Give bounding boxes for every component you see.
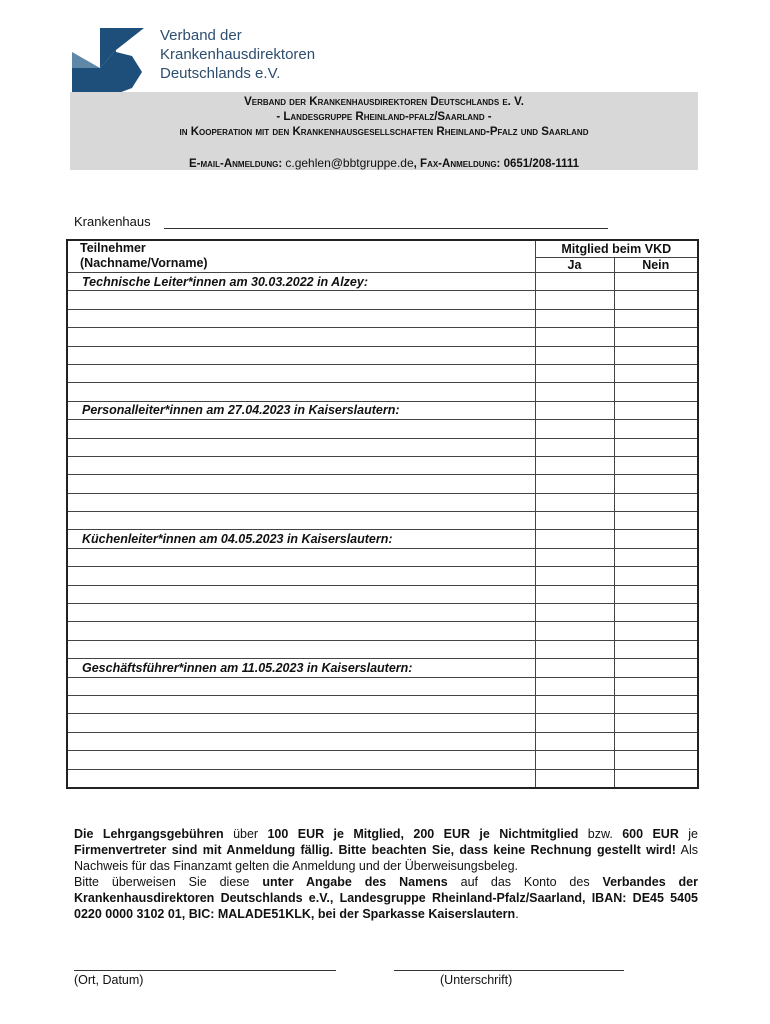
section-title: Technische Leiter*innen am 30.03.2022 in Alzey: [67, 273, 535, 291]
member-no-cell[interactable] [614, 677, 698, 695]
fee-text-13: . [515, 907, 519, 921]
member-yes-cell[interactable] [535, 530, 614, 548]
participant-name-cell[interactable] [67, 604, 535, 622]
org-name [160, 26, 315, 83]
fax-label: Fax-Anmeldung: [420, 158, 501, 170]
member-yes-cell[interactable] [535, 640, 614, 658]
member-no-cell[interactable] [614, 456, 698, 474]
participant-row [67, 622, 698, 640]
member-yes-cell[interactable] [535, 309, 614, 327]
member-yes-cell[interactable] [535, 714, 614, 732]
participant-name-cell[interactable] [67, 383, 535, 401]
section-title-row [67, 530, 698, 548]
header-contact: E-mail-Anmeldung: c.gehlen@bbtgruppe.de, Fax-Anmeldung: 0651/208-1111 [188, 156, 580, 170]
member-no-cell[interactable] [614, 328, 698, 346]
member-no-cell[interactable] [614, 420, 698, 438]
member-no-cell[interactable] [614, 401, 698, 419]
member-no-cell[interactable] [614, 604, 698, 622]
member-no-cell[interactable] [614, 769, 698, 788]
participant-row [67, 677, 698, 695]
member-yes-cell[interactable] [535, 401, 614, 419]
member-yes-cell[interactable] [535, 677, 614, 695]
registration-table [66, 239, 699, 789]
participant-name-cell[interactable] [67, 291, 535, 309]
participant-row [67, 604, 698, 622]
member-no-cell[interactable] [614, 383, 698, 401]
member-yes-cell[interactable] [535, 732, 614, 750]
participant-header-label: Teilnehmer [80, 241, 146, 255]
member-yes-cell[interactable] [535, 751, 614, 769]
member-no-cell[interactable] [614, 622, 698, 640]
participant-name-cell[interactable] [67, 328, 535, 346]
participant-row [67, 475, 698, 493]
participant-name-cell[interactable] [67, 438, 535, 456]
member-yes-cell[interactable] [535, 604, 614, 622]
member-yes-cell[interactable] [535, 695, 614, 713]
member-yes-cell[interactable] [535, 383, 614, 401]
section-title-row [67, 659, 698, 677]
participant-name-cell[interactable] [67, 769, 535, 788]
participant-name-cell[interactable] [67, 732, 535, 750]
header-title: Verband der Krankenhausdirektoren Deutschlands e. V. [244, 96, 524, 108]
participant-row [67, 640, 698, 658]
member-no-cell[interactable] [614, 548, 698, 566]
participant-row [67, 309, 698, 327]
vkd-logo [72, 28, 152, 94]
member-yes-cell[interactable] [535, 567, 614, 585]
member-yes-cell[interactable] [535, 273, 614, 291]
participant-row [67, 585, 698, 603]
participant-header [67, 240, 535, 273]
place-date-line[interactable] [74, 970, 336, 971]
member-header: Mitglied beim VKD [535, 240, 698, 258]
fee-text-6: je [678, 827, 698, 841]
member-no-cell[interactable] [614, 309, 698, 327]
participant-row [67, 456, 698, 474]
member-no-cell[interactable] [614, 475, 698, 493]
fee-paragraph [74, 826, 698, 922]
signature-label: (Unterschrift) [440, 973, 513, 987]
participant-row [67, 732, 698, 750]
email-link[interactable]: c.gehlen@bbtgruppe.de [285, 156, 414, 170]
fee-text-9: Bitte überweisen Sie diese [74, 875, 263, 889]
participant-row [67, 567, 698, 585]
participant-name-cell[interactable] [67, 475, 535, 493]
member-no-cell[interactable] [614, 273, 698, 291]
participant-row [67, 346, 698, 364]
fee-text-8: Als Nachweis für das Finanzamt gelten die Anmeldung und der Überweisungsbeleg. [74, 843, 698, 873]
participant-name-cell[interactable] [67, 364, 535, 382]
participant-row [67, 769, 698, 788]
member-yes-cell[interactable] [535, 512, 614, 530]
participant-name-cell[interactable] [67, 567, 535, 585]
member-yes-cell[interactable] [535, 328, 614, 346]
participant-row [67, 291, 698, 309]
section-title: Küchenleiter*innen am 04.05.2023 in Kaiserslautern: [67, 530, 535, 548]
member-yes-cell[interactable] [535, 456, 614, 474]
header-subtitle: - Landesgruppe Rheinland-pfalz/Saarland - [276, 111, 492, 123]
member-no-cell[interactable] [614, 714, 698, 732]
email-label: E-mail-Anmeldung: [188, 158, 283, 170]
participant-row [67, 493, 698, 511]
fee-text-11: auf das Konto des [447, 875, 603, 889]
participant-name-cell[interactable] [67, 751, 535, 769]
section-title: Geschäftsführer*innen am 11.05.2023 in Kaiserslautern: [67, 659, 535, 677]
org-name-line-2: Krankenhausdirektoren [160, 46, 316, 63]
member-yes-cell[interactable] [535, 364, 614, 382]
participant-name-cell[interactable] [67, 640, 535, 658]
participant-row [67, 420, 698, 438]
yes-header: Ja [535, 258, 614, 273]
participant-row [67, 383, 698, 401]
member-yes-cell[interactable] [535, 438, 614, 456]
member-no-cell[interactable] [614, 659, 698, 677]
participant-name-cell[interactable] [67, 309, 535, 327]
member-yes-cell[interactable] [535, 420, 614, 438]
member-yes-cell[interactable] [535, 769, 614, 788]
participant-header-sub: (Nachname/Vorname) [80, 256, 208, 270]
participant-name-cell[interactable] [67, 695, 535, 713]
krankenhaus-field[interactable] [164, 228, 608, 229]
member-no-cell[interactable] [614, 567, 698, 585]
no-header: Nein [614, 258, 698, 273]
fee-text-7: Firmenvertreter sind mit Anmeldung fällig. Bitte beachten Sie, dass keine Rechnung gestellt wird! [74, 843, 676, 857]
member-no-cell[interactable] [614, 585, 698, 603]
member-no-cell[interactable] [614, 640, 698, 658]
participant-name-cell[interactable] [67, 346, 535, 364]
org-name-line-1: Verband der [160, 27, 242, 44]
member-yes-cell[interactable] [535, 585, 614, 603]
member-no-cell[interactable] [614, 530, 698, 548]
member-yes-cell[interactable] [535, 493, 614, 511]
fee-text-12: Verbandes der Krankenhausdirektoren Deutschlands e.V., Landesgruppe Rheinland-Pfalz/Saarland, IBAN: DE45 5405 0220 0000 3102 01, BIC: MALADE51KLK, bei der Sparkasse Kaiserslautern [74, 875, 698, 921]
section-title-row [67, 401, 698, 419]
participant-row [67, 364, 698, 382]
participant-row [67, 548, 698, 566]
participant-name-cell[interactable] [67, 493, 535, 511]
signature-line[interactable] [394, 970, 624, 971]
member-yes-cell[interactable] [535, 475, 614, 493]
member-no-cell[interactable] [614, 751, 698, 769]
participant-name-cell[interactable] [67, 420, 535, 438]
participant-row [67, 438, 698, 456]
member-yes-cell[interactable] [535, 346, 614, 364]
header-box [70, 92, 698, 170]
member-yes-cell[interactable] [535, 548, 614, 566]
participant-name-cell[interactable] [67, 622, 535, 640]
header-cooperation: in Kooperation mit den Krankenhausgesellschaften Rheinland-Pfalz und Saarland [179, 126, 589, 138]
member-no-cell[interactable] [614, 438, 698, 456]
fee-text-1: Die Lehrgangsgebühren [74, 827, 224, 841]
participant-name-cell[interactable] [67, 714, 535, 732]
participant-row [67, 695, 698, 713]
fax-number: 0651/208-1111 [503, 158, 580, 170]
table-header-row [67, 240, 698, 258]
fee-text-2: über [223, 827, 268, 841]
member-no-cell[interactable] [614, 695, 698, 713]
member-yes-cell[interactable] [535, 291, 614, 309]
fee-text-10: unter Angabe des Namens [262, 875, 448, 889]
participant-name-cell[interactable] [67, 585, 535, 603]
member-no-cell[interactable] [614, 364, 698, 382]
participant-name-cell[interactable] [67, 512, 535, 530]
krankenhaus-label: Krankenhaus [74, 214, 151, 229]
participant-row [67, 328, 698, 346]
section-title-row [67, 273, 698, 291]
org-name-line-3: Deutschlands e.V. [160, 65, 281, 82]
member-yes-cell[interactable] [535, 659, 614, 677]
member-no-cell[interactable] [614, 291, 698, 309]
section-title: Personalleiter*innen am 27.04.2023 in Kaiserslautern: [67, 401, 535, 419]
participant-name-cell[interactable] [67, 548, 535, 566]
member-no-cell[interactable] [614, 493, 698, 511]
participant-row [67, 751, 698, 769]
participant-name-cell[interactable] [67, 456, 535, 474]
participant-row [67, 714, 698, 732]
place-date-label: (Ort, Datum) [74, 973, 144, 987]
member-no-cell[interactable] [614, 732, 698, 750]
participant-row [67, 512, 698, 530]
member-no-cell[interactable] [614, 512, 698, 530]
fee-text-4: bzw. [578, 827, 623, 841]
fee-text-3: 100 EUR je Mitglied, 200 EUR je Nichtmitglied [267, 827, 579, 841]
fee-text-5: 600 EUR [622, 827, 679, 841]
member-no-cell[interactable] [614, 346, 698, 364]
participant-name-cell[interactable] [67, 677, 535, 695]
member-yes-cell[interactable] [535, 622, 614, 640]
